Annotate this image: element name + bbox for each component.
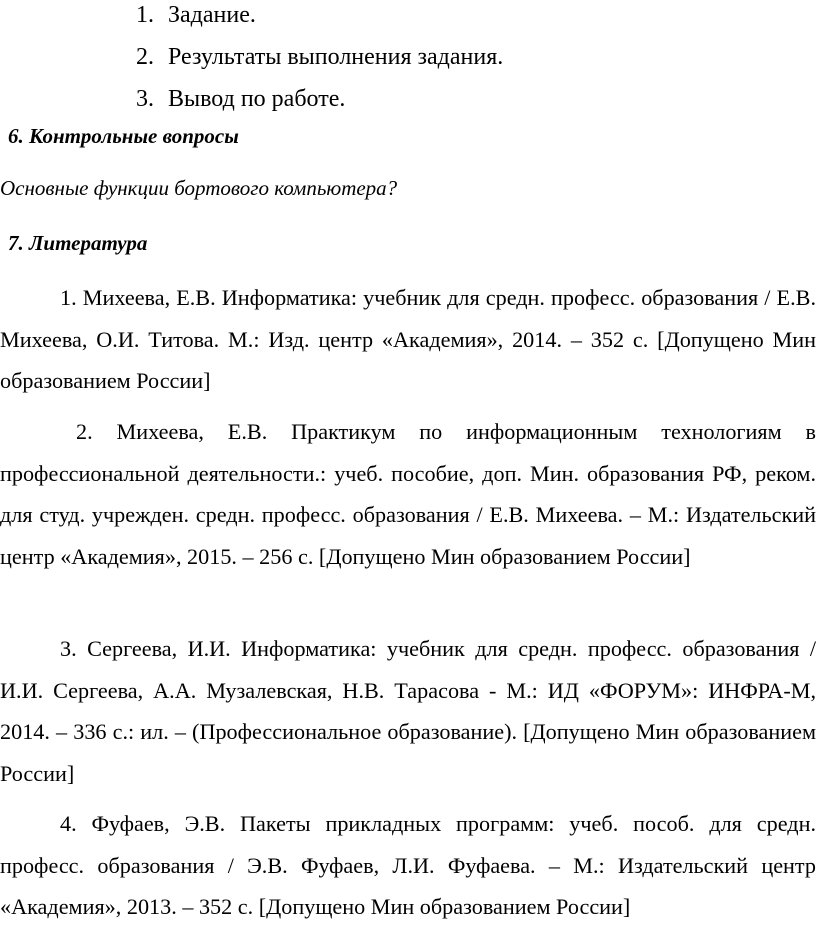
list-item-text: Результаты выполнения задания.	[168, 44, 504, 70]
work-steps-list	[136, 0, 503, 126]
section-6-heading: 6. Контрольные вопросы	[8, 124, 239, 148]
list-item	[136, 0, 503, 42]
list-item	[136, 42, 503, 84]
list-item-number: 3.	[136, 86, 154, 112]
reference-item: 1. Михеева, Е.В. Информатика: учебник для средн. професс. образования / Е.В. Михеева, О.И. Титова. М.: Изд. центр «Академия», 2014. – 352 с. [Допущено Мин образованием России]	[0, 285, 816, 393]
list-item-number: 2.	[136, 44, 154, 70]
list-item-text: Задание.	[168, 2, 256, 28]
reference-item: 2. Михеева, Е.В. Практикум по информационным технологиям в профессиональной деятельности.: учеб. пособие, доп. Мин. образования РФ, реком. для студ. учрежден. средн. професс. образования / Е.В. Михеева. – М.: Издательский центр «Академия», 2015. – 256 с. [Допущено Мин образованием России]	[0, 419, 816, 569]
section-7-heading: 7. Литература	[8, 231, 148, 255]
list-item-text: Вывод по работе.	[168, 86, 346, 112]
reference-item: 3. Сергеева, И.И. Информатика: учебник для средн. професс. образования / И.И. Сергеева, А.А. Музалевская, Н.В. Тарасова - М.: ИД «ФОРУМ»: ИНФРА-М, 2014. – 336 с.: ил. – (Профессиональное образование). [Допущено Мин образованием России]	[0, 636, 816, 786]
list-item-number: 1.	[136, 2, 154, 28]
control-question: Основные функции бортового компьютера?	[0, 176, 398, 200]
reference-item: 4. Фуфаев, Э.В. Пакеты прикладных программ: учеб. пособ. для средн. професс. образования / Э.В. Фуфаев, Л.И. Фуфаева. – М.: Издательский центр «Академия», 2013. – 352 с. [Допущено Мин образованием России]	[0, 811, 816, 919]
list-item	[136, 84, 503, 126]
